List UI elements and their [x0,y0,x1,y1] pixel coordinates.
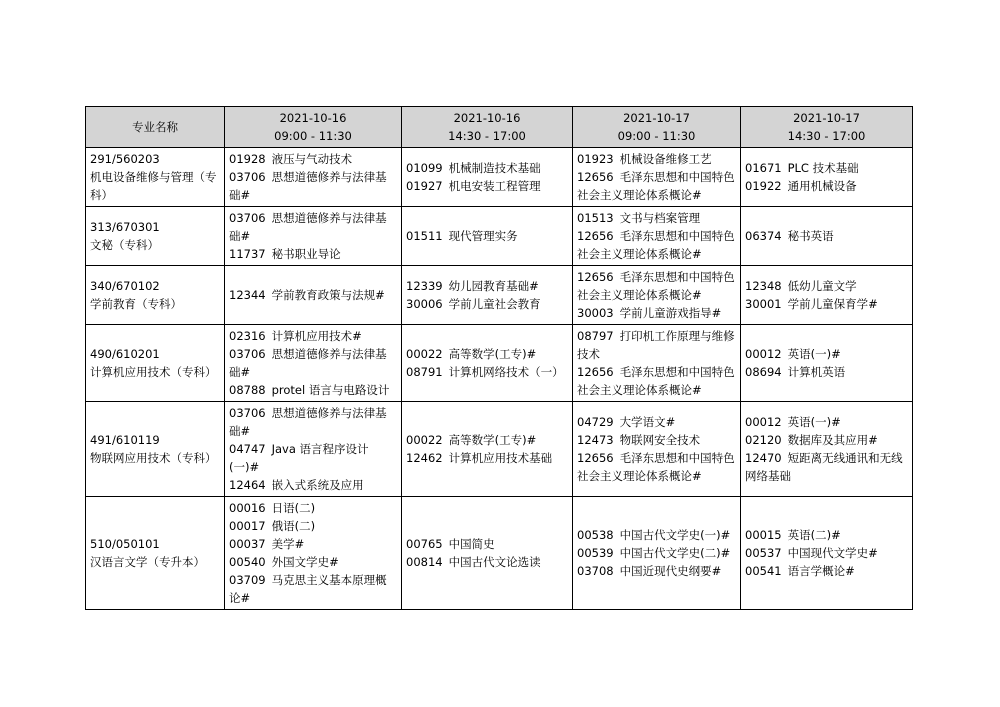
course-name: 计算机网络技术（一） [448,365,564,379]
slot-cell [225,325,402,402]
course-item [406,553,568,571]
slot-cell [402,148,573,207]
course-name: 低幼儿童文学 [787,279,857,293]
course-code: 01671 [745,161,782,175]
course-code: 30001 [745,297,782,311]
course-item [745,363,908,381]
course-code: 00539 [577,546,614,560]
course-name: 机电安装工程管理 [448,179,541,193]
course-code: 00538 [577,528,614,542]
course-name: 短距离无线通讯和无线网络基础 [745,451,903,483]
course-code: 00037 [229,537,266,551]
course-name: protel 语言与电路设计 [271,383,390,397]
slot-cell [573,148,741,207]
slot-time: 09:00 - 11:30 [274,129,352,143]
major-name: 计算机应用技术（专科） [90,365,217,379]
course-name: 液压与气动技术 [271,152,353,166]
major-name: 汉语言文学（专升本） [90,555,205,569]
course-name: 马克思主义基本原理概论# [229,573,387,605]
course-name: 机械制造技术基础 [448,161,541,175]
table-row [86,148,913,207]
course-code: 01099 [406,161,443,175]
exam-schedule-table [85,106,913,610]
course-item [229,327,397,345]
course-name: 思想道德修养与法律基础# [229,211,387,243]
slot-cell [741,207,913,266]
slot-header [402,107,573,148]
course-item [745,295,908,313]
course-item [745,345,908,363]
course-item [745,227,908,245]
course-code: 08797 [577,329,614,343]
course-code: 06374 [745,229,782,243]
slot-cell [225,497,402,610]
course-name: 毛泽东思想和中国特色社会主义理论体系概论# [577,170,735,202]
course-name: 数据库及其应用# [787,433,878,447]
course-code: 12339 [406,279,443,293]
course-item [406,535,568,553]
course-name: 打印机工作原理与维修技术 [577,329,735,361]
major-name: 学前教育（专科） [90,297,182,311]
course-name: 计算机应用技术基础 [448,451,553,465]
course-name: 计算机英语 [787,365,846,379]
table-row [86,402,913,497]
course-item [406,159,568,177]
course-code: 12656 [577,229,614,243]
course-name: 文书与档案管理 [619,211,701,225]
course-code: 12656 [577,451,614,465]
course-name: 毛泽东思想和中国特色社会主义理论体系概论# [577,229,735,261]
course-item [406,431,568,449]
course-item [745,562,908,580]
course-code: 01928 [229,152,266,166]
course-item [577,526,736,544]
course-name: 思想道德修养与法律基础# [229,347,387,379]
course-code: 12473 [577,433,614,447]
table-header [86,107,913,148]
major-name: 文秘（专科） [90,238,159,252]
course-item [406,177,568,195]
course-name: 物联网安全技术 [619,433,701,447]
course-name: 中国古代文论选读 [448,555,541,569]
course-name: 思想道德修养与法律基础# [229,170,387,202]
course-name: 学前教育政策与法规# [271,288,385,302]
course-code: 12462 [406,451,443,465]
course-name: 机械设备维修工艺 [619,152,712,166]
course-code: 12470 [745,451,782,465]
course-code: 12464 [229,478,266,492]
course-code: 00022 [406,433,443,447]
major-code: 291/560203 [90,152,160,166]
course-code: 12656 [577,170,614,184]
course-name: 高等数学(工专)# [448,347,537,361]
course-code: 00814 [406,555,443,569]
course-item [577,304,736,322]
course-item [745,159,908,177]
course-item [229,476,397,494]
course-code: 03706 [229,211,266,225]
major-cell [86,402,225,497]
course-name: 英语(一)# [787,415,841,429]
major-header: 专业名称 [86,107,225,148]
course-name: 现代管理实务 [448,229,518,243]
slot-cell [402,207,573,266]
slot-cell [402,402,573,497]
course-item [745,449,908,485]
slot-cell [741,148,913,207]
course-item [577,168,736,204]
course-item [406,227,568,245]
course-code: 04729 [577,415,614,429]
course-item [577,227,736,263]
course-code: 00765 [406,537,443,551]
course-item [577,449,736,485]
slot-cell [573,325,741,402]
course-code: 00012 [745,347,782,361]
course-item [229,381,397,399]
course-item [745,544,908,562]
slot-cell [573,207,741,266]
slot-time: 14:30 - 17:00 [787,129,866,143]
course-code: 02316 [229,329,266,343]
slot-cell [225,402,402,497]
course-code: 01922 [745,179,782,193]
major-code: 491/610119 [90,433,160,447]
course-code: 08694 [745,365,782,379]
course-code: 01923 [577,152,614,166]
course-name: 中国简史 [448,537,495,551]
slot-cell [402,266,573,325]
course-item [745,413,908,431]
slot-date: 2021-10-16 [453,111,521,125]
major-code: 510/050101 [90,537,160,551]
slot-cell [225,266,402,325]
course-name: 秘书英语 [787,229,834,243]
major-cell [86,497,225,610]
table-row [86,266,913,325]
course-item [229,440,397,476]
slot-date: 2021-10-17 [623,111,690,125]
course-item [577,562,736,580]
course-name: 外国文学史# [271,555,339,569]
course-code: 30006 [406,297,443,311]
table-body [86,148,913,610]
course-name: 中国古代文学史(一)# [619,528,731,542]
course-name: 语言学概论# [787,564,855,578]
course-item [229,209,397,245]
course-item [229,535,397,553]
course-code: 03709 [229,573,266,587]
course-name: PLC 技术基础 [787,161,859,175]
course-item [577,431,736,449]
course-code: 11737 [229,247,266,261]
course-name: Java 语言程序设计(一)# [229,442,369,474]
course-code: 00016 [229,501,266,515]
course-code: 01513 [577,211,614,225]
major-cell [86,325,225,402]
slot-cell [573,497,741,610]
slot-cell [573,402,741,497]
course-name: 通用机械设备 [787,179,857,193]
major-name: 机电设备维修与管理（专科） [90,170,217,202]
course-code: 00540 [229,555,266,569]
course-item [577,150,736,168]
course-item [229,404,397,440]
course-item [745,526,908,544]
course-code: 08788 [229,383,266,397]
course-item [406,449,568,467]
course-name: 英语(二)# [787,528,841,542]
slot-cell [573,266,741,325]
course-name: 思想道德修养与法律基础# [229,406,387,438]
slot-cell [741,402,913,497]
course-item [745,277,908,295]
course-item [406,363,568,381]
major-cell [86,148,225,207]
slot-time: 14:30 - 17:00 [448,129,526,143]
slot-header [225,107,402,148]
course-code: 12656 [577,365,614,379]
course-item [577,268,736,304]
slot-date: 2021-10-16 [279,111,347,125]
course-name: 俄语(二) [271,519,316,533]
course-item [229,553,397,571]
slot-header [573,107,741,148]
course-name: 学前儿童社会教育 [448,297,541,311]
course-name: 毛泽东思想和中国特色社会主义理论体系概论# [577,365,735,397]
major-code: 490/610201 [90,347,160,361]
slot-cell [402,325,573,402]
course-name: 日语(二) [271,501,316,515]
course-item [229,571,397,607]
course-code: 12656 [577,270,614,284]
course-code: 03706 [229,170,266,184]
major-name: 物联网应用技术（专科） [90,451,217,465]
course-item [577,327,736,363]
slot-time: 09:00 - 11:30 [617,129,696,143]
course-code: 00017 [229,519,266,533]
course-code: 03706 [229,347,266,361]
course-code: 12344 [229,288,266,302]
course-item [577,544,736,562]
major-cell [86,207,225,266]
course-item [406,295,568,313]
course-item [229,150,397,168]
course-code: 08791 [406,365,443,379]
course-item [745,177,908,195]
course-item [229,245,397,263]
course-code: 02120 [745,433,782,447]
course-code: 00015 [745,528,782,542]
slot-cell [225,148,402,207]
course-item [577,413,736,431]
major-cell [86,266,225,325]
course-item [577,209,736,227]
course-item [577,363,736,399]
course-item [406,345,568,363]
slot-cell [741,266,913,325]
course-item [745,431,908,449]
course-name: 嵌入式系统及应用 [271,478,364,492]
course-code: 30003 [577,306,614,320]
table-row [86,325,913,402]
table-row [86,497,913,610]
course-code: 12348 [745,279,782,293]
course-name: 学前儿童保育学# [787,297,878,311]
course-name: 英语(一)# [787,347,841,361]
course-name: 高等数学(工专)# [448,433,537,447]
course-name: 美学# [271,537,305,551]
slot-header [741,107,913,148]
course-code: 01511 [406,229,443,243]
course-item [229,517,397,535]
course-code: 03708 [577,564,614,578]
major-code: 340/670102 [90,279,160,293]
course-item [229,286,397,304]
course-name: 中国现代文学史# [787,546,878,560]
slot-cell [741,325,913,402]
course-name: 计算机应用技术# [271,329,362,343]
course-name: 秘书职业导论 [271,247,341,261]
course-name: 幼儿园教育基础# [448,279,539,293]
course-code: 00012 [745,415,782,429]
course-name: 毛泽东思想和中国特色社会主义理论体系概论# [577,451,735,483]
course-name: 中国近现代史纲要# [619,564,722,578]
course-code: 00537 [745,546,782,560]
course-name: 毛泽东思想和中国特色社会主义理论体系概论# [577,270,735,302]
course-item [229,168,397,204]
course-item [229,345,397,381]
course-name: 中国古代文学史(二)# [619,546,731,560]
table-row [86,207,913,266]
course-name: 学前儿童游戏指导# [619,306,722,320]
slot-cell [225,207,402,266]
slot-cell [402,497,573,610]
course-name: 大学语文# [619,415,676,429]
course-code: 01927 [406,179,443,193]
major-code: 313/670301 [90,220,160,234]
course-item [406,277,568,295]
course-item [229,499,397,517]
course-code: 00022 [406,347,443,361]
slot-cell [741,497,913,610]
course-code: 00541 [745,564,782,578]
course-code: 03706 [229,406,266,420]
slot-date: 2021-10-17 [793,111,860,125]
course-code: 04747 [229,442,266,456]
